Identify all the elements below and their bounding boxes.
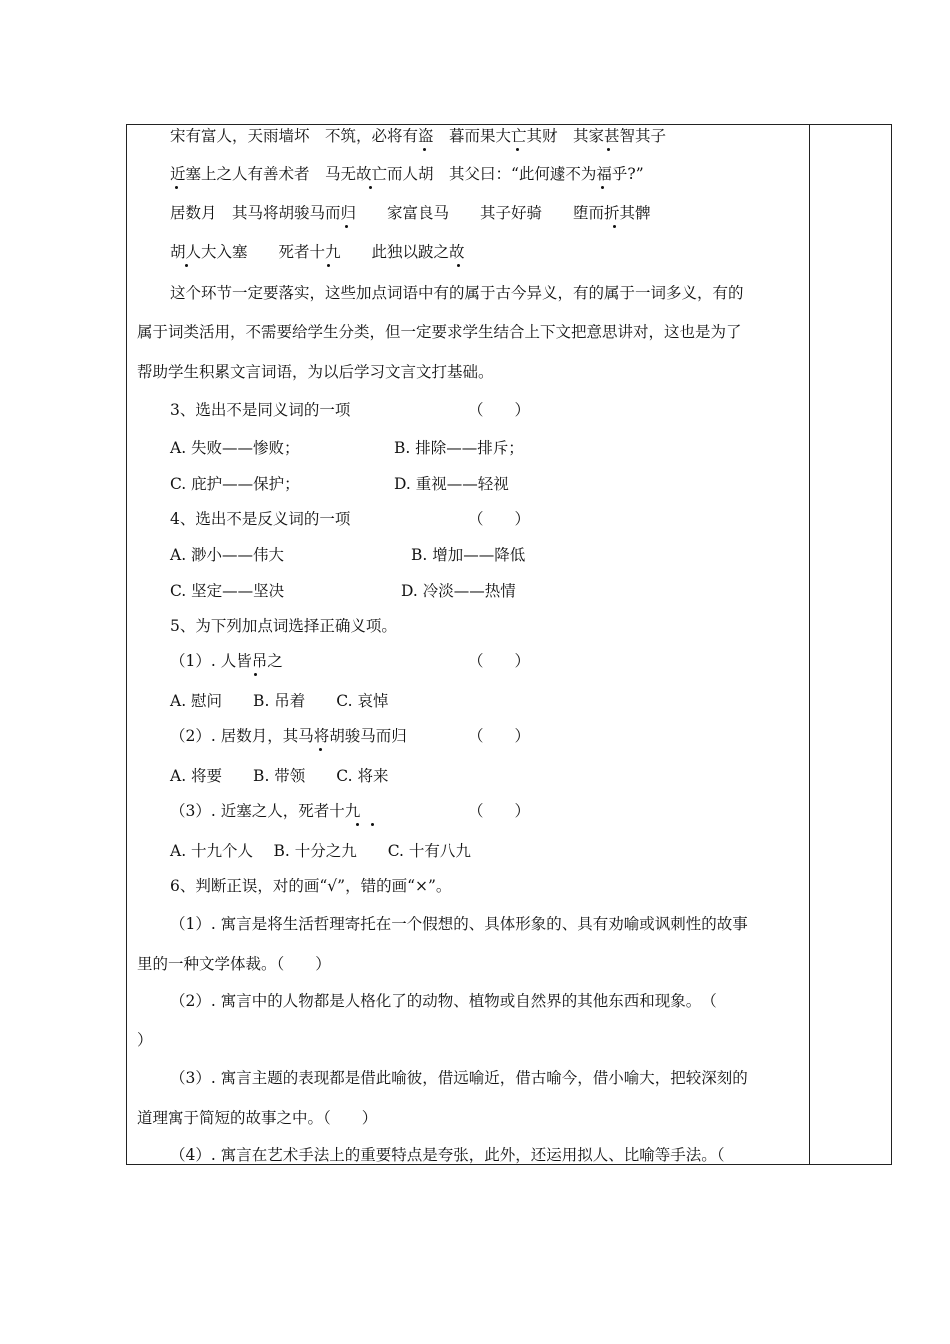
q3-option-d: D. 重视——轻视 — [394, 475, 509, 493]
q5-sub1-options: A. 慰问 B. 吊着 C. 哀悼 — [170, 692, 389, 710]
q5-stem: 5、为下列加点词选择正确义项。 — [170, 617, 397, 635]
q6-item1-line2: 里的一种文学体裁。（ ） — [137, 955, 331, 973]
q5-sub1: （1）. 人皆吊之 — [170, 652, 283, 670]
example-text: 近塞上之人有善术者 马无故亡而人胡 其父曰：“此何遽不为福乎?” — [170, 165, 644, 183]
q5-sub3-blank: （ ） — [468, 802, 531, 820]
table-column-divider — [809, 124, 810, 1165]
q6-item4-line1: （4）. 寓言在艺术手法上的重要特点是夸张，此外，还运用拟人、比喻等手法。（ — [170, 1146, 725, 1164]
note-line-3: 帮助学生积累文言词语，为以后学习文言文打基础。 — [137, 363, 494, 381]
example-line-4 — [170, 242, 465, 262]
q5-sub1-blank: （ ） — [468, 652, 531, 670]
q4-answer-blank: （ ） — [468, 510, 531, 528]
q6-item2-line2: ） — [137, 1031, 153, 1049]
q3-option-b: B. 排除——排斥； — [394, 439, 524, 457]
q6-stem: 6、判断正误，对的画“√”，错的画“×”。 — [170, 877, 452, 895]
q6-item2-line1: （2）. 寓言中的人物都是人格化了的动物、植物或自然界的其他东西和现象。 （ — [170, 992, 717, 1010]
q4-option-c: C. 坚定——坚决 — [170, 582, 285, 600]
q4-option-b: B. 增加——降低 — [411, 546, 526, 564]
q3-answer-blank: （ ） — [468, 401, 531, 419]
note-line-2: 属于词类活用，不需要给学生分类，但一定要求学生结合上下文把意思讲对，这也是为了 — [137, 323, 742, 341]
q6-item3-line1: （3）. 寓言主题的表现都是借此喻彼，借远喻近，借古喻今，借小喻大，把较深刻的 — [170, 1069, 748, 1087]
q4-option-a: A. 渺小——伟大 — [170, 546, 285, 564]
q4-stem: 4、选出不是反义词的一项 — [170, 510, 351, 528]
q5-sub3-options: A. 十九个人 B. 十分之九 C. 十有八九 — [170, 842, 471, 860]
example-text: 居数月 其马将胡骏马而归 家富良马 其子好骑 堕而折其髀 — [170, 204, 651, 222]
q5-sub2: （2）. 居数月，其马将胡骏马而归 — [170, 727, 407, 745]
q5-sub3: （3）. 近塞之人，死者十九 — [170, 802, 361, 820]
example-line-1 — [170, 126, 666, 146]
example-line-2 — [170, 164, 644, 184]
q4-option-d: D. 冷淡——热情 — [401, 582, 516, 600]
example-text: 胡人大入塞 死者十九 此独以跛之故 — [170, 243, 465, 261]
example-text: 宋有富人，天雨墙坏 不筑，必将有盗 暮而果大亡其财 其家甚智其子 — [170, 127, 667, 145]
example-line-3 — [170, 203, 651, 223]
q5-sub2-options: A. 将要 B. 带领 C. 将来 — [170, 767, 389, 785]
note-line-1: 这个环节一定要落实，这些加点词语中有的属于古今异义，有的属于一词多义，有的 — [170, 284, 744, 302]
q3-option-a: A. 失败——惨败； — [170, 439, 300, 457]
q6-item3-line2: 道理寓于简短的故事之中。（ ） — [137, 1109, 378, 1127]
q3-option-c: C. 庇护——保护； — [170, 475, 300, 493]
q6-item1-line1: （1）. 寓言是将生活哲理寄托在一个假想的、具体形象的、具有劝喻或讽刺性的故事 — [170, 915, 748, 933]
q3-stem: 3、选出不是同义词的一项 — [170, 401, 351, 419]
q5-sub2-blank: （ ） — [468, 727, 531, 745]
